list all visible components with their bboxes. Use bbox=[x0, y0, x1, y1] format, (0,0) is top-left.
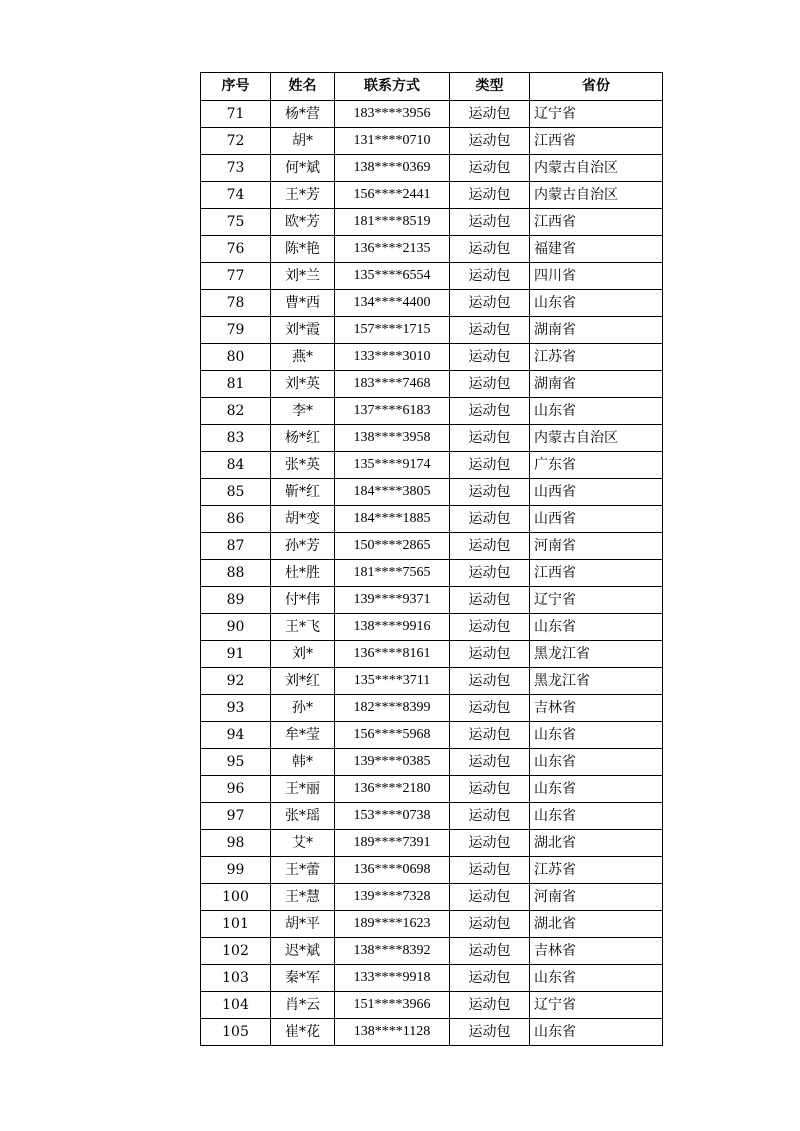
cell-serial: 82 bbox=[201, 398, 271, 425]
cell-serial: 77 bbox=[201, 263, 271, 290]
header-type: 类型 bbox=[450, 73, 530, 101]
cell-serial: 101 bbox=[201, 911, 271, 938]
cell-name: 韩* bbox=[271, 749, 335, 776]
cell-contact: 137****6183 bbox=[335, 398, 450, 425]
cell-type: 运动包 bbox=[450, 830, 530, 857]
cell-contact: 189****1623 bbox=[335, 911, 450, 938]
cell-contact: 133****9918 bbox=[335, 965, 450, 992]
cell-contact: 135****6554 bbox=[335, 263, 450, 290]
table-row bbox=[201, 263, 663, 290]
cell-contact: 157****1715 bbox=[335, 317, 450, 344]
table-row bbox=[201, 209, 663, 236]
cell-type: 运动包 bbox=[450, 614, 530, 641]
cell-type: 运动包 bbox=[450, 236, 530, 263]
cell-province: 江苏省 bbox=[530, 344, 663, 371]
header-serial: 序号 bbox=[201, 73, 271, 101]
cell-province: 广东省 bbox=[530, 452, 663, 479]
cell-type: 运动包 bbox=[450, 479, 530, 506]
cell-name: 付*伟 bbox=[271, 587, 335, 614]
table-row bbox=[201, 182, 663, 209]
cell-serial: 81 bbox=[201, 371, 271, 398]
table-row bbox=[201, 128, 663, 155]
table-row bbox=[201, 101, 663, 128]
cell-serial: 98 bbox=[201, 830, 271, 857]
cell-province: 内蒙古自治区 bbox=[530, 155, 663, 182]
cell-name: 杨*营 bbox=[271, 101, 335, 128]
cell-type: 运动包 bbox=[450, 965, 530, 992]
cell-province: 辽宁省 bbox=[530, 587, 663, 614]
table-row bbox=[201, 857, 663, 884]
cell-province: 山东省 bbox=[530, 722, 663, 749]
cell-type: 运动包 bbox=[450, 668, 530, 695]
cell-contact: 184****1885 bbox=[335, 506, 450, 533]
cell-province: 四川省 bbox=[530, 263, 663, 290]
cell-province: 黑龙江省 bbox=[530, 668, 663, 695]
recipient-table-container bbox=[200, 72, 662, 1046]
cell-name: 欧*芳 bbox=[271, 209, 335, 236]
cell-type: 运动包 bbox=[450, 911, 530, 938]
cell-type: 运动包 bbox=[450, 803, 530, 830]
cell-province: 山东省 bbox=[530, 1019, 663, 1046]
cell-type: 运动包 bbox=[450, 857, 530, 884]
cell-contact: 183****3956 bbox=[335, 101, 450, 128]
table-row bbox=[201, 452, 663, 479]
cell-type: 运动包 bbox=[450, 992, 530, 1019]
cell-serial: 100 bbox=[201, 884, 271, 911]
cell-type: 运动包 bbox=[450, 209, 530, 236]
header-contact: 联系方式 bbox=[335, 73, 450, 101]
cell-province: 黑龙江省 bbox=[530, 641, 663, 668]
cell-serial: 87 bbox=[201, 533, 271, 560]
cell-province: 江苏省 bbox=[530, 857, 663, 884]
cell-province: 山西省 bbox=[530, 506, 663, 533]
cell-name: 艾* bbox=[271, 830, 335, 857]
cell-name: 崔*花 bbox=[271, 1019, 335, 1046]
cell-name: 孙* bbox=[271, 695, 335, 722]
cell-serial: 76 bbox=[201, 236, 271, 263]
cell-serial: 73 bbox=[201, 155, 271, 182]
table-row bbox=[201, 371, 663, 398]
cell-name: 刘*霞 bbox=[271, 317, 335, 344]
cell-serial: 88 bbox=[201, 560, 271, 587]
cell-contact: 135****3711 bbox=[335, 668, 450, 695]
cell-contact: 138****1128 bbox=[335, 1019, 450, 1046]
cell-serial: 95 bbox=[201, 749, 271, 776]
cell-type: 运动包 bbox=[450, 398, 530, 425]
cell-contact: 136****8161 bbox=[335, 641, 450, 668]
cell-serial: 74 bbox=[201, 182, 271, 209]
cell-serial: 89 bbox=[201, 587, 271, 614]
table-row bbox=[201, 236, 663, 263]
cell-serial: 94 bbox=[201, 722, 271, 749]
cell-name: 胡*变 bbox=[271, 506, 335, 533]
header-province: 省份 bbox=[530, 73, 663, 101]
cell-type: 运动包 bbox=[450, 938, 530, 965]
table-row bbox=[201, 776, 663, 803]
cell-contact: 135****9174 bbox=[335, 452, 450, 479]
cell-type: 运动包 bbox=[450, 722, 530, 749]
cell-province: 辽宁省 bbox=[530, 101, 663, 128]
cell-name: 何*斌 bbox=[271, 155, 335, 182]
cell-serial: 78 bbox=[201, 290, 271, 317]
cell-name: 王*慧 bbox=[271, 884, 335, 911]
cell-contact: 184****3805 bbox=[335, 479, 450, 506]
cell-name: 胡*平 bbox=[271, 911, 335, 938]
table-row bbox=[201, 1019, 663, 1046]
cell-serial: 103 bbox=[201, 965, 271, 992]
cell-serial: 93 bbox=[201, 695, 271, 722]
cell-serial: 75 bbox=[201, 209, 271, 236]
table-row bbox=[201, 722, 663, 749]
cell-serial: 71 bbox=[201, 101, 271, 128]
cell-type: 运动包 bbox=[450, 317, 530, 344]
table-row bbox=[201, 641, 663, 668]
cell-province: 河南省 bbox=[530, 884, 663, 911]
cell-serial: 84 bbox=[201, 452, 271, 479]
cell-contact: 156****5968 bbox=[335, 722, 450, 749]
cell-province: 山东省 bbox=[530, 749, 663, 776]
cell-name: 刘*英 bbox=[271, 371, 335, 398]
cell-type: 运动包 bbox=[450, 371, 530, 398]
cell-type: 运动包 bbox=[450, 506, 530, 533]
cell-province: 山东省 bbox=[530, 290, 663, 317]
cell-name: 秦*军 bbox=[271, 965, 335, 992]
cell-type: 运动包 bbox=[450, 641, 530, 668]
cell-name: 靳*红 bbox=[271, 479, 335, 506]
cell-contact: 181****8519 bbox=[335, 209, 450, 236]
table-row bbox=[201, 749, 663, 776]
cell-type: 运动包 bbox=[450, 263, 530, 290]
cell-name: 张*瑶 bbox=[271, 803, 335, 830]
cell-name: 迟*斌 bbox=[271, 938, 335, 965]
cell-name: 杨*红 bbox=[271, 425, 335, 452]
cell-name: 王*芳 bbox=[271, 182, 335, 209]
table-row bbox=[201, 398, 663, 425]
cell-type: 运动包 bbox=[450, 344, 530, 371]
table-row bbox=[201, 479, 663, 506]
cell-name: 燕* bbox=[271, 344, 335, 371]
cell-serial: 105 bbox=[201, 1019, 271, 1046]
cell-contact: 138****9916 bbox=[335, 614, 450, 641]
cell-province: 江西省 bbox=[530, 560, 663, 587]
cell-serial: 99 bbox=[201, 857, 271, 884]
cell-type: 运动包 bbox=[450, 290, 530, 317]
cell-province: 吉林省 bbox=[530, 938, 663, 965]
cell-name: 曹*西 bbox=[271, 290, 335, 317]
cell-serial: 97 bbox=[201, 803, 271, 830]
cell-serial: 80 bbox=[201, 344, 271, 371]
table-row bbox=[201, 155, 663, 182]
cell-name: 张*英 bbox=[271, 452, 335, 479]
cell-type: 运动包 bbox=[450, 776, 530, 803]
cell-name: 王*飞 bbox=[271, 614, 335, 641]
cell-serial: 104 bbox=[201, 992, 271, 1019]
cell-serial: 79 bbox=[201, 317, 271, 344]
table-body bbox=[201, 101, 663, 1046]
cell-province: 山东省 bbox=[530, 776, 663, 803]
table-row bbox=[201, 317, 663, 344]
cell-province: 江西省 bbox=[530, 128, 663, 155]
table-row bbox=[201, 965, 663, 992]
table-row bbox=[201, 533, 663, 560]
cell-province: 辽宁省 bbox=[530, 992, 663, 1019]
cell-name: 牟*莹 bbox=[271, 722, 335, 749]
cell-type: 运动包 bbox=[450, 587, 530, 614]
cell-province: 湖北省 bbox=[530, 911, 663, 938]
cell-name: 孙*芳 bbox=[271, 533, 335, 560]
cell-province: 山东省 bbox=[530, 803, 663, 830]
recipient-table bbox=[200, 72, 663, 1046]
table-row bbox=[201, 614, 663, 641]
cell-type: 运动包 bbox=[450, 425, 530, 452]
header-name: 姓名 bbox=[271, 73, 335, 101]
cell-serial: 96 bbox=[201, 776, 271, 803]
cell-type: 运动包 bbox=[450, 101, 530, 128]
cell-contact: 138****0369 bbox=[335, 155, 450, 182]
cell-province: 山东省 bbox=[530, 965, 663, 992]
cell-contact: 181****7565 bbox=[335, 560, 450, 587]
cell-contact: 131****0710 bbox=[335, 128, 450, 155]
cell-contact: 136****0698 bbox=[335, 857, 450, 884]
cell-contact: 139****9371 bbox=[335, 587, 450, 614]
table-row bbox=[201, 668, 663, 695]
table-row bbox=[201, 560, 663, 587]
cell-type: 运动包 bbox=[450, 452, 530, 479]
cell-type: 运动包 bbox=[450, 1019, 530, 1046]
cell-contact: 133****3010 bbox=[335, 344, 450, 371]
cell-province: 河南省 bbox=[530, 533, 663, 560]
cell-province: 山西省 bbox=[530, 479, 663, 506]
cell-name: 刘*兰 bbox=[271, 263, 335, 290]
cell-contact: 150****2865 bbox=[335, 533, 450, 560]
cell-type: 运动包 bbox=[450, 182, 530, 209]
cell-province: 吉林省 bbox=[530, 695, 663, 722]
cell-type: 运动包 bbox=[450, 155, 530, 182]
cell-serial: 85 bbox=[201, 479, 271, 506]
table-row bbox=[201, 803, 663, 830]
cell-serial: 90 bbox=[201, 614, 271, 641]
cell-province: 湖北省 bbox=[530, 830, 663, 857]
cell-province: 湖南省 bbox=[530, 371, 663, 398]
cell-type: 运动包 bbox=[450, 533, 530, 560]
cell-name: 王*蕾 bbox=[271, 857, 335, 884]
table-row bbox=[201, 344, 663, 371]
cell-type: 运动包 bbox=[450, 128, 530, 155]
cell-name: 刘* bbox=[271, 641, 335, 668]
table-row bbox=[201, 425, 663, 452]
cell-name: 杜*胜 bbox=[271, 560, 335, 587]
table-row bbox=[201, 992, 663, 1019]
cell-contact: 153****0738 bbox=[335, 803, 450, 830]
cell-serial: 91 bbox=[201, 641, 271, 668]
cell-serial: 83 bbox=[201, 425, 271, 452]
table-row bbox=[201, 884, 663, 911]
cell-name: 胡* bbox=[271, 128, 335, 155]
cell-contact: 138****8392 bbox=[335, 938, 450, 965]
cell-name: 刘*红 bbox=[271, 668, 335, 695]
cell-serial: 72 bbox=[201, 128, 271, 155]
cell-contact: 134****4400 bbox=[335, 290, 450, 317]
table-row bbox=[201, 911, 663, 938]
cell-contact: 139****7328 bbox=[335, 884, 450, 911]
table-header-row bbox=[201, 73, 663, 101]
cell-province: 福建省 bbox=[530, 236, 663, 263]
cell-contact: 156****2441 bbox=[335, 182, 450, 209]
cell-province: 内蒙古自治区 bbox=[530, 182, 663, 209]
table-row bbox=[201, 938, 663, 965]
cell-name: 陈*艳 bbox=[271, 236, 335, 263]
table-row bbox=[201, 830, 663, 857]
cell-name: 王*丽 bbox=[271, 776, 335, 803]
cell-province: 山东省 bbox=[530, 614, 663, 641]
cell-contact: 136****2180 bbox=[335, 776, 450, 803]
cell-serial: 86 bbox=[201, 506, 271, 533]
cell-contact: 151****3966 bbox=[335, 992, 450, 1019]
cell-province: 江西省 bbox=[530, 209, 663, 236]
cell-contact: 139****0385 bbox=[335, 749, 450, 776]
cell-contact: 138****3958 bbox=[335, 425, 450, 452]
cell-province: 山东省 bbox=[530, 398, 663, 425]
table-row bbox=[201, 695, 663, 722]
cell-name: 肖*云 bbox=[271, 992, 335, 1019]
cell-serial: 102 bbox=[201, 938, 271, 965]
cell-province: 湖南省 bbox=[530, 317, 663, 344]
cell-contact: 182****8399 bbox=[335, 695, 450, 722]
cell-contact: 189****7391 bbox=[335, 830, 450, 857]
cell-contact: 136****2135 bbox=[335, 236, 450, 263]
table-row bbox=[201, 506, 663, 533]
table-row bbox=[201, 290, 663, 317]
cell-serial: 92 bbox=[201, 668, 271, 695]
cell-name: 李* bbox=[271, 398, 335, 425]
cell-type: 运动包 bbox=[450, 560, 530, 587]
cell-type: 运动包 bbox=[450, 749, 530, 776]
cell-type: 运动包 bbox=[450, 884, 530, 911]
cell-contact: 183****7468 bbox=[335, 371, 450, 398]
cell-province: 内蒙古自治区 bbox=[530, 425, 663, 452]
table-row bbox=[201, 587, 663, 614]
cell-type: 运动包 bbox=[450, 695, 530, 722]
